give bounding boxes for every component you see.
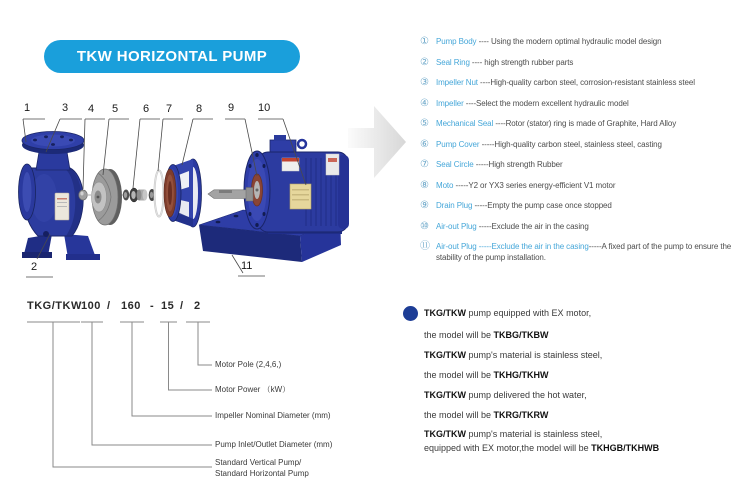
ex-model-line: equipped with EX motor,the model will be TKHGB/TKHWB xyxy=(424,443,660,453)
ex-model-line: TKG/TKW pump delivered the hot water, xyxy=(424,390,587,400)
callout-number: 1 xyxy=(24,102,31,114)
ex-models xyxy=(424,307,754,454)
part-desc: -----Exclude the air in the casing xyxy=(476,221,589,231)
part-item-4 xyxy=(420,98,752,109)
impeller xyxy=(92,169,123,225)
part-item-5 xyxy=(420,118,752,129)
ex-model-line: TKG/TKW pump's material is stainless steel, xyxy=(424,429,603,439)
callout-number: 4 xyxy=(88,103,95,115)
part-name: Drain Plug xyxy=(436,201,473,210)
model-label-motor-pole: Motor Pole (2,4,6,) xyxy=(215,360,282,369)
part-item-1 xyxy=(420,36,752,47)
part-name: Pump Body xyxy=(436,37,477,46)
model-code-separator: - xyxy=(150,300,155,312)
part-name: Impeller xyxy=(436,98,464,108)
model-code-impeller: 160 xyxy=(121,300,141,312)
part-item-6 xyxy=(420,139,752,150)
part-item-9 xyxy=(420,200,752,211)
model-label-motor-power: Motor Power （kW） xyxy=(215,385,291,394)
circled-number-icon: ④ xyxy=(420,97,429,109)
model-breakdown-lines xyxy=(20,316,360,486)
parts-list xyxy=(420,36,752,273)
pump-cover xyxy=(164,159,202,227)
callout-number: 5 xyxy=(112,103,119,115)
part-desc: ----High-quality carbon steel, corrosion-resistant stainless steel xyxy=(477,78,695,87)
part-name: Air-out Plug -----Exclude the air in the casing xyxy=(436,242,589,251)
model-label-standard-pump-1: Standard Vertical Pump/ xyxy=(215,458,302,467)
model-code-inlet: 100 xyxy=(81,300,101,312)
callout-number: 3 xyxy=(62,102,69,114)
model-code-separator: / xyxy=(107,300,111,312)
model-code-power: 15 xyxy=(161,300,175,312)
bullet-circle-icon xyxy=(403,306,418,321)
part-name: Mechanical Seal xyxy=(436,119,494,128)
circled-number-icon: ⑥ xyxy=(420,138,429,150)
part-desc: -----Y2 or YX3 series energy-efficient V1 motor xyxy=(453,180,616,190)
motor-shaft xyxy=(208,188,253,202)
pump-body xyxy=(19,132,101,261)
callout-number: 11 xyxy=(241,260,253,272)
callout-number: 10 xyxy=(258,102,271,114)
model-code-series: TKG/TKW xyxy=(27,300,82,312)
callout-number: 8 xyxy=(196,103,203,115)
part-name: Moto xyxy=(436,180,454,190)
part-name: Impeller Nut xyxy=(436,78,478,87)
part-item-3 xyxy=(420,77,752,88)
page-title: TKW HORIZONTAL PUMP xyxy=(76,48,268,65)
right-arrow-icon xyxy=(348,106,406,178)
part-name: Air-out Plug xyxy=(436,221,477,231)
part-name: Seal Circle xyxy=(436,160,474,169)
part-item-7 xyxy=(420,159,752,170)
ex-model-line: TKG/TKW pump's material is stainless steel, xyxy=(424,350,603,360)
motor xyxy=(244,135,349,234)
seal-circle xyxy=(155,171,164,217)
part-desc: ----Select the modern excellent hydraulic model xyxy=(463,98,629,108)
circled-number-icon: ⑨ xyxy=(420,200,429,211)
part-desc: ---- Using the modern optimal hydraulic model design xyxy=(476,37,662,46)
model-label-impeller-diameter: Impeller Nominal Diameter (mm) xyxy=(215,411,331,420)
part-name: Pump Cover xyxy=(436,139,480,149)
callout-number: 6 xyxy=(143,103,150,115)
circled-number-icon: ⑦ xyxy=(420,159,429,170)
callout-number: 2 xyxy=(31,261,38,273)
circled-number-icon: ⑩ xyxy=(420,220,429,232)
callout-number: 9 xyxy=(228,102,235,114)
callout-number: 7 xyxy=(166,103,173,115)
model-label-standard-pump-2: Standard Horizontal Pump xyxy=(215,469,309,478)
part-name: Seal Ring xyxy=(436,57,470,67)
circled-number-icon: ⑧ xyxy=(420,179,429,191)
ex-model-line: the model will be TKHG/TKHW xyxy=(424,370,549,380)
ex-model-line: the model will be TKRG/TKRW xyxy=(424,410,549,420)
title-banner xyxy=(44,40,300,73)
model-code-pole: 2 xyxy=(194,300,201,312)
part-item-8 xyxy=(420,180,752,191)
circled-number-icon: ⑪ xyxy=(420,241,430,252)
model-code-separator: / xyxy=(180,300,184,312)
circled-number-icon: ③ xyxy=(420,77,429,88)
mechanical-seal xyxy=(123,188,156,202)
part-desc: ---- high strength rubber parts xyxy=(469,57,574,67)
part-desc: -----A fixed part of the pump to ensure the stability of the pump installation. xyxy=(436,242,732,262)
ex-model-line: the model will be TKBG/TKBW xyxy=(424,330,549,340)
motor-nameplate xyxy=(290,184,311,209)
part-item-11 xyxy=(420,241,752,263)
ex-model-line: TKG/TKW pump equipped with EX motor, xyxy=(424,308,592,318)
drain-plug xyxy=(43,231,49,237)
part-item-10 xyxy=(420,221,752,232)
part-desc: -----High-quality carbon steel, stainless steel, casting xyxy=(479,139,662,149)
pump-exploded-drawing xyxy=(6,98,408,293)
model-label-inlet-outlet: Pump Inlet/Outlet Diameter (mm) xyxy=(215,440,333,449)
pump-diagram xyxy=(6,98,410,298)
circled-number-icon: ② xyxy=(420,56,429,68)
part-desc: -----High strength Rubber xyxy=(473,160,563,169)
circled-number-icon: ① xyxy=(420,36,429,47)
circled-number-icon: ⑤ xyxy=(420,118,429,129)
impeller-nut xyxy=(79,190,88,200)
part-item-2 xyxy=(420,57,752,68)
part-desc: -----Empty the pump case once stopped xyxy=(472,201,612,210)
part-desc: ----Rotor (stator) ring is made of Graphite, Hard Alloy xyxy=(493,119,677,128)
